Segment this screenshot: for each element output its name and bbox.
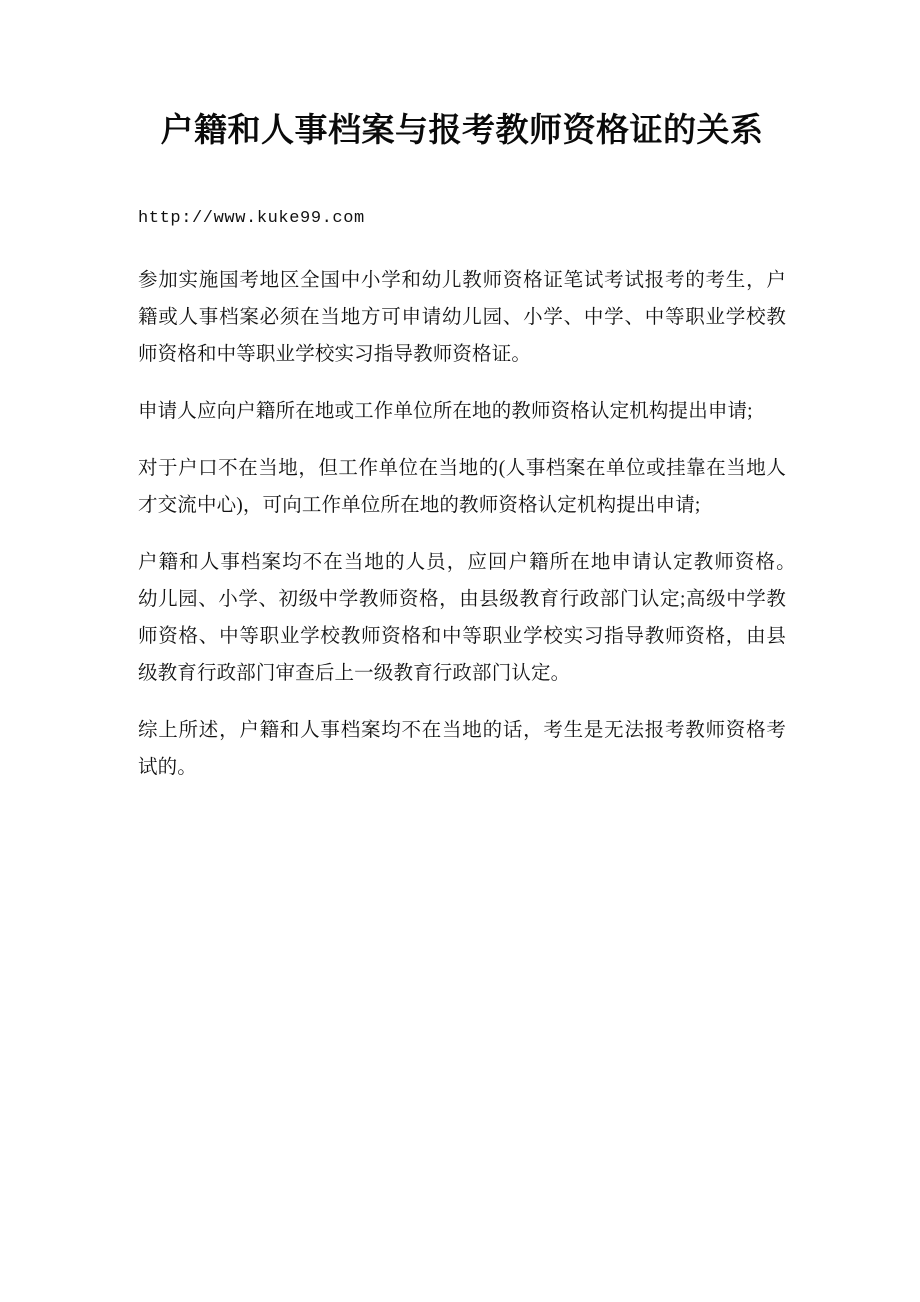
page-title: 户籍和人事档案与报考教师资格证的关系 [160, 113, 764, 149]
paragraph-2: 申请人应向户籍所在地或工作单位所在地的教师资格认定机构提出申请; [138, 401, 753, 422]
source-url: http://www.kuke99.com [138, 209, 365, 228]
paragraph-5: 综上所述，户籍和人事档案均不在当地的话，考生是无法报考教师资格考试的。 [138, 720, 786, 778]
paragraph-3: 对于户口不在当地，但工作单位在当地的(人事档案在单位或挂靠在当地人才交流中心)，可向工作单位所在地的教师资格认定机构提出申请; [138, 458, 786, 516]
document-body [138, 262, 806, 786]
paragraph-4: 户籍和人事档案均不在当地的人员，应回户籍所在地申请认定教师资格。 幼儿园、小学、初级中学教师资格，由县级教育行政部门认定;高级中学教师资格、中等职业学校教师资格和中等职业学校实习指导教师资格，由县级教育行政部门审查后上一级教育行政部门认定。 [138, 552, 806, 684]
document-content-column [138, 0, 806, 786]
paragraph-1: 参加实施国考地区全国中小学和幼儿教师资格证笔试考试报考的考生，户籍或人事档案必须在当地方可申请幼儿园、小学、中学、中等职业学校教师资格和中等职业学校实习指导教师资格证。 [138, 270, 786, 365]
